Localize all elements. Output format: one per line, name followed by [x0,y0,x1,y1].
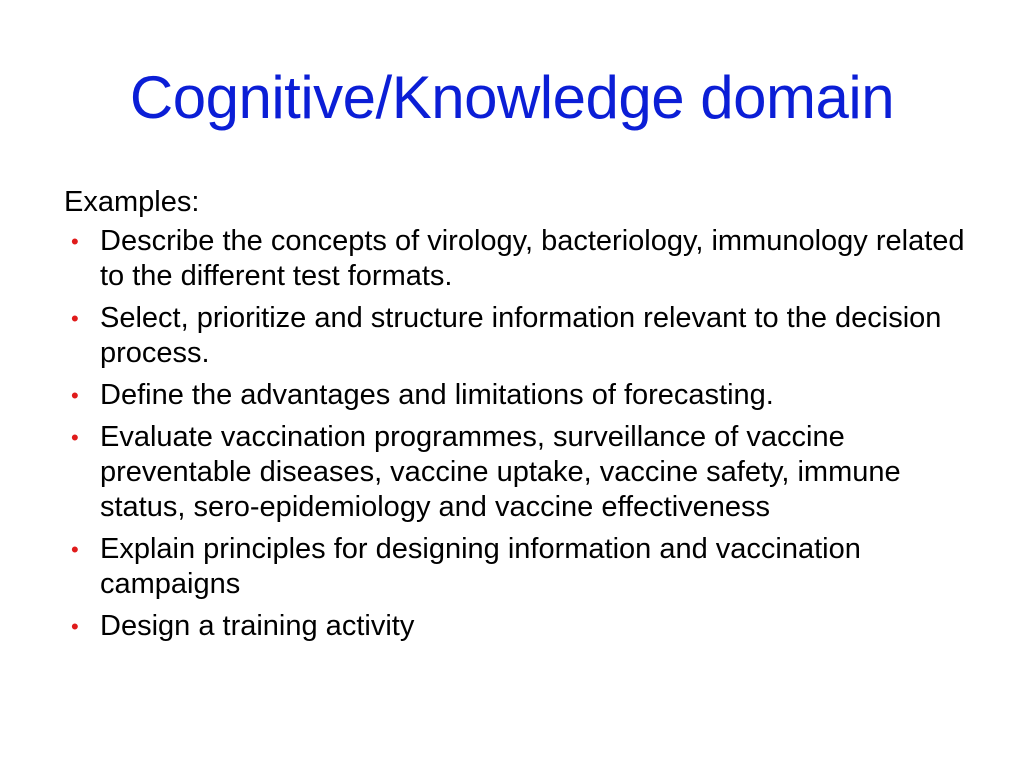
bullet-item-define-advantages [64,378,984,413]
bullet-text: Evaluate vaccination programmes, surveillance of vaccine preventable diseases, vaccine uptake, vaccine safety, immune status, sero-epidemiology and vaccine effectiveness [100,421,901,523]
bullet-dot-icon: • [71,229,79,254]
examples-label: Examples: [64,186,200,218]
bullet-dot-icon: • [71,537,79,562]
bullet-item-evaluate-programmes [64,420,984,525]
bullet-dot-icon: • [71,614,79,639]
slide-title: Cognitive/Knowledge domain [129,64,895,131]
bullet-item-select-prioritize [64,301,984,371]
bullet-text: Describe the concepts of virology, bacteriology, immunology related to the different test formats. [100,225,965,292]
bullet-text: Select, prioritize and structure information relevant to the decision process. [100,302,942,369]
slide-body [64,185,984,651]
bullet-dot-icon: • [71,383,79,408]
bullet-text: Explain principles for designing information and vaccination campaigns [100,533,861,600]
bullet-item-design-training [64,609,984,644]
bullet-item-describe-concepts [64,224,984,294]
bullet-text: Design a training activity [100,610,415,642]
bullet-list [64,224,984,644]
bullet-dot-icon: • [71,425,79,450]
bullet-text: Define the advantages and limitations of forecasting. [100,379,774,411]
bullet-dot-icon: • [71,306,79,331]
bullet-item-explain-principles [64,532,984,602]
